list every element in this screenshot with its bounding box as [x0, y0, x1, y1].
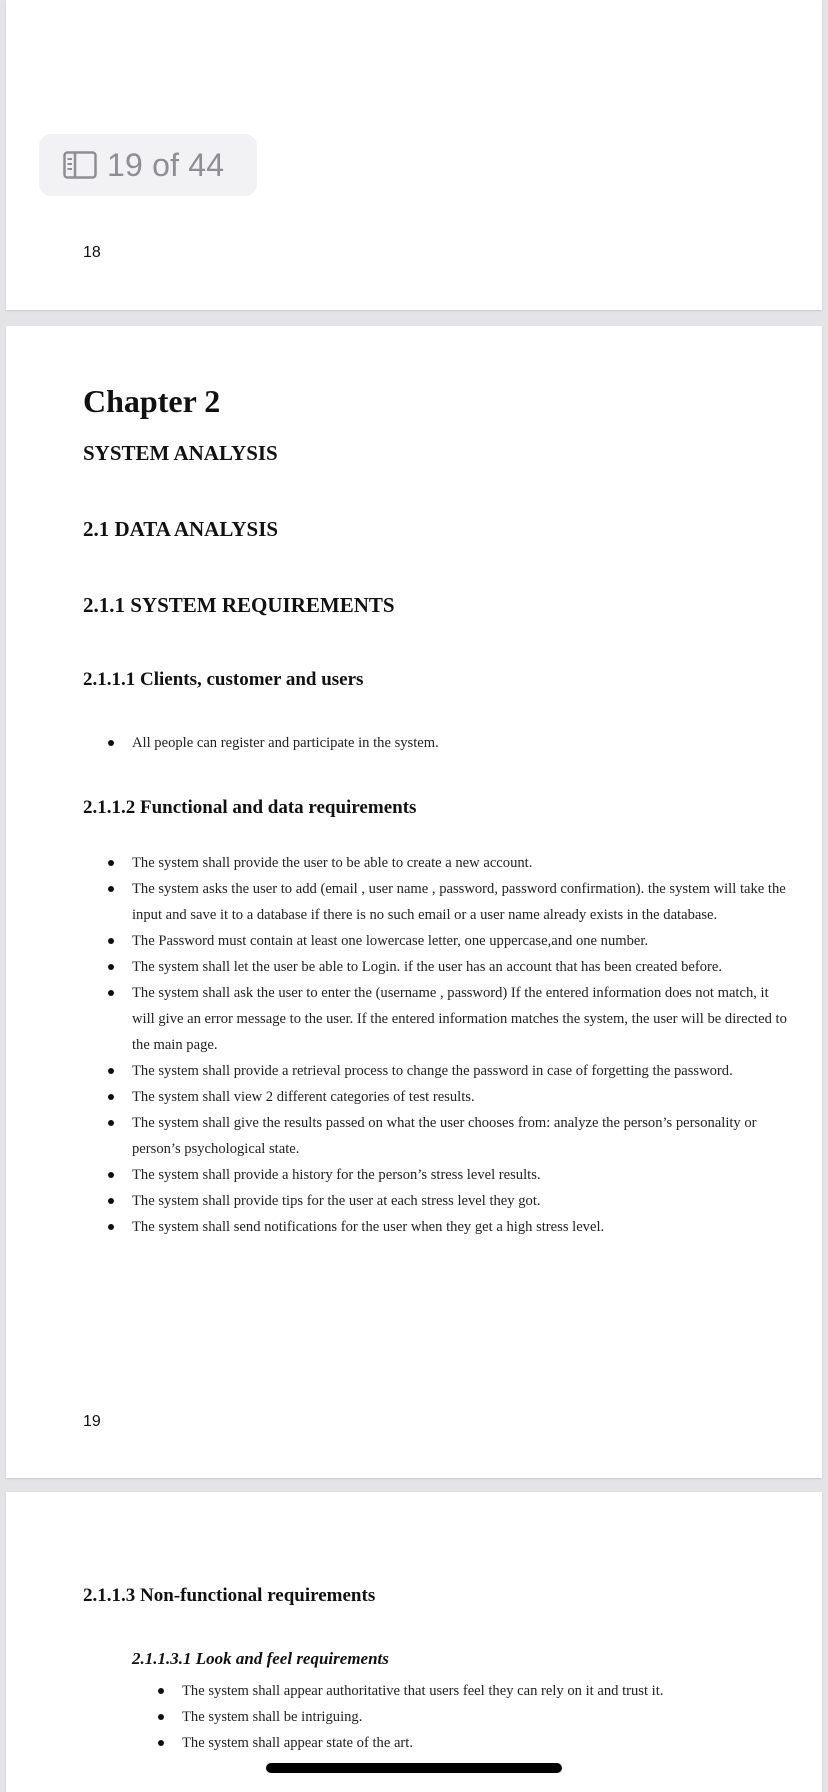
bullet-icon [158, 1740, 164, 1746]
section-heading-2-1-1-3: 2.1.1.3 Non-functional requirements [83, 1585, 376, 1606]
section-heading-2-1-1: 2.1.1 SYSTEM REQUIREMENTS [83, 593, 395, 617]
page-number: 18 [83, 244, 101, 261]
list-item: The system shall provide the user to be able to create a new account. [132, 850, 792, 876]
list-item: The system shall view 2 different categories of test results. [132, 1084, 792, 1110]
bullet-icon [108, 1172, 114, 1178]
bullet-icon [108, 886, 114, 892]
page-number: 19 [83, 1413, 101, 1430]
look-and-feel-list [182, 1678, 802, 1756]
bullet-icon [108, 860, 114, 866]
list-item: The system shall appear state of the art. [182, 1730, 802, 1756]
list-item: The system shall provide tips for the user at each stress level they got. [132, 1188, 792, 1214]
home-indicator[interactable] [266, 1763, 562, 1773]
chapter-subtitle: SYSTEM ANALYSIS [83, 441, 278, 465]
section-heading-2-1-1-3-1: 2.1.1.3.1 Look and feel requirements [132, 1649, 389, 1668]
bullet-icon [108, 1094, 114, 1100]
list-item: All people can register and participate in the system. [132, 730, 782, 756]
pdf-page-20 [6, 1492, 822, 1792]
list-item: The system shall ask the user to enter the (username , password) If the entered information does not match, it will give an error message to the user. If the entered information matches the system, the user will be directed to the main page. [132, 980, 792, 1058]
bullet-icon [108, 938, 114, 944]
list-item: The system shall provide a history for the person’s stress level results. [132, 1162, 792, 1188]
pdf-page-19 [6, 326, 822, 1478]
list-item: The system shall send notifications for the user when they get a high stress level. [132, 1214, 792, 1240]
page-counter[interactable] [39, 134, 257, 196]
list-item: The system shall give the results passed on what the user chooses from: analyze the person’s personality or person’s psychological state. [132, 1110, 792, 1162]
bullet-icon [108, 964, 114, 970]
list-item: The system shall be intriguing. [182, 1704, 802, 1730]
section-heading-2-1-1-2: 2.1.1.2 Functional and data requirements [83, 797, 417, 818]
bullet-icon [108, 740, 114, 746]
section-heading-2-1-1-1: 2.1.1.1 Clients, customer and users [83, 669, 364, 690]
functional-requirements-list [132, 850, 792, 1240]
list-item: The system asks the user to add (email , user name , password, password confirmation). the system will take the input and save it to a database if there is no such email or a user name already exists in the database. [132, 876, 792, 928]
bullet-icon [158, 1714, 164, 1720]
clients-list [132, 730, 782, 756]
list-item: The system shall provide a retrieval process to change the password in case of forgetting the password. [132, 1058, 792, 1084]
bullet-icon [108, 1198, 114, 1204]
bullet-icon [108, 1068, 114, 1074]
list-item: The system shall let the user be able to Login. if the user has an account that has been created before. [132, 954, 792, 980]
bullet-icon [108, 1120, 114, 1126]
chapter-title: Chapter 2 [83, 383, 221, 419]
section-heading-2-1: 2.1 DATA ANALYSIS [83, 517, 279, 541]
list-item: The system shall appear authoritative that users feel they can rely on it and trust it. [182, 1678, 802, 1704]
bullet-icon [108, 1224, 114, 1230]
bullet-icon [158, 1688, 164, 1694]
list-item: The Password must contain at least one lowercase letter, one uppercase,and one number. [132, 928, 792, 954]
sidebar-icon [63, 151, 97, 179]
bullet-icon [108, 990, 114, 996]
page-counter-label: 19 of 44 [107, 146, 225, 183]
